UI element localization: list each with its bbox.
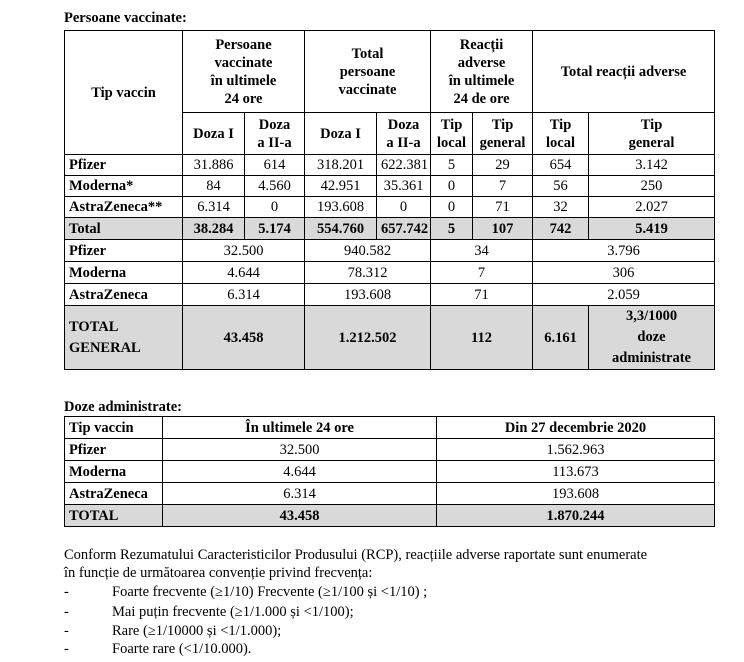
- list-item-text: Rare (≥1/10000 și <1/1.000);: [112, 623, 282, 639]
- cell: 2.059: [533, 284, 715, 306]
- header-vaccinated-24h: Persoane vaccinate în ultimele 24 ore: [183, 31, 305, 113]
- table-row: [65, 155, 715, 176]
- cell: 0: [431, 197, 473, 218]
- cell: 7: [473, 176, 533, 197]
- table-row: [65, 284, 715, 306]
- cell: 31.886: [183, 155, 245, 176]
- list-item-text: Foarte frecvente (≥1/10) Frecvente (≥1/100 și <1/10) ;: [112, 584, 428, 600]
- table-row: [65, 483, 715, 505]
- subheader-doza2: Doza a II-a: [377, 113, 431, 155]
- cell: 940.582: [305, 240, 431, 262]
- cell: 78.312: [305, 262, 431, 284]
- subheader-tip-general: Tip general: [473, 113, 533, 155]
- dash-bullet: -: [64, 623, 69, 639]
- cell: 2.027: [589, 197, 715, 218]
- row-label: Pfizer: [65, 240, 183, 262]
- row-label: AstraZeneca: [65, 483, 163, 505]
- paragraph-line: Conform Rezumatului Caracteristicilor Produsului (RCP), reacțiile adverse raportate sunt enumerate: [64, 547, 648, 563]
- list-item: [64, 622, 281, 640]
- cell: 29: [473, 155, 533, 176]
- cell: 112: [431, 306, 533, 370]
- dash-bullet: -: [64, 584, 69, 600]
- list-item: [64, 583, 427, 601]
- cell: 34: [431, 240, 533, 262]
- cell: 5: [431, 155, 473, 176]
- subheader-doza1: Doza I: [183, 113, 245, 155]
- list-item-text: Mai puțin frecvente (≥1/1.000 și <1/100);: [112, 604, 354, 620]
- header-tip-vaccin: Tip vaccin: [65, 31, 183, 155]
- cell: 113.673: [437, 461, 715, 483]
- cell: 0: [377, 197, 431, 218]
- cell: 193.608: [305, 284, 431, 306]
- cell: 5.174: [245, 218, 305, 240]
- cell: 1.870.244: [437, 505, 715, 527]
- doses-administered-table: [64, 416, 715, 527]
- row-label: Moderna: [65, 461, 163, 483]
- row-label: Pfizer: [65, 439, 163, 461]
- cell: 71: [431, 284, 533, 306]
- cell: 193.608: [437, 483, 715, 505]
- list-item: [64, 603, 354, 621]
- header-total-vaccinated: Total persoane vaccinate: [305, 31, 431, 113]
- cell: 5.419: [589, 218, 715, 240]
- cell: 32.500: [183, 240, 305, 262]
- cell: 4.644: [183, 262, 305, 284]
- cell: 32: [533, 197, 589, 218]
- row-label: AstraZeneca**: [65, 197, 183, 218]
- cell: 43.458: [183, 306, 305, 370]
- cell: 4.644: [163, 461, 437, 483]
- list-item: [64, 640, 251, 658]
- total-general-row: [65, 306, 715, 370]
- cell: 3.796: [533, 240, 715, 262]
- cell: 657.742: [377, 218, 431, 240]
- cell: 5: [431, 218, 473, 240]
- cell: 1.562.963: [437, 439, 715, 461]
- cell: 614: [245, 155, 305, 176]
- cell: 554.760: [305, 218, 377, 240]
- cell: 318.201: [305, 155, 377, 176]
- cell: 3.142: [589, 155, 715, 176]
- cell: 742: [533, 218, 589, 240]
- subheader-tip-local: Tip local: [533, 113, 589, 155]
- cell: 6.314: [183, 284, 305, 306]
- row-label: Moderna*: [65, 176, 183, 197]
- row-label: TOTAL GENERAL: [65, 306, 183, 370]
- header-total-reactions: Total reacții adverse: [533, 31, 715, 113]
- subheader-doza1: Doza I: [305, 113, 377, 155]
- subheader-tip-local: Tip local: [431, 113, 473, 155]
- header-tip-vaccin: Tip vaccin: [65, 417, 163, 439]
- cell: 6.161: [533, 306, 589, 370]
- cell: 306: [533, 262, 715, 284]
- table-row: [65, 197, 715, 218]
- cell: 84: [183, 176, 245, 197]
- subheader-tip-general: Tip general: [589, 113, 715, 155]
- cell: 35.361: [377, 176, 431, 197]
- row-label: TOTAL: [65, 505, 163, 527]
- table-row: [65, 461, 715, 483]
- total-row: [65, 218, 715, 240]
- cell: 107: [473, 218, 533, 240]
- dash-bullet: -: [64, 604, 69, 620]
- dash-bullet: -: [64, 641, 69, 657]
- cell: 43.458: [163, 505, 437, 527]
- list-item-text: Foarte rare (<1/10.000).: [112, 641, 252, 657]
- row-label: Total: [65, 218, 183, 240]
- header-since-date: Din 27 decembrie 2020: [437, 417, 715, 439]
- section-title-persoane-vaccinate: Persoane vaccinate:: [64, 10, 187, 26]
- cell: 42.951: [305, 176, 377, 197]
- cell: 38.284: [183, 218, 245, 240]
- cell: 622.381: [377, 155, 431, 176]
- row-label: AstraZeneca: [65, 284, 183, 306]
- cell: 71: [473, 197, 533, 218]
- cell: 4.560: [245, 176, 305, 197]
- cell: 7: [431, 262, 533, 284]
- row-label: Pfizer: [65, 155, 183, 176]
- row-label: Moderna: [65, 262, 183, 284]
- cell: 1.212.502: [305, 306, 431, 370]
- header-last-24h: În ultimele 24 ore: [163, 417, 437, 439]
- table-row: [65, 176, 715, 197]
- section-title-doze-administrate: Doze administrate:: [64, 399, 182, 415]
- total-row: [65, 505, 715, 527]
- cell: 56: [533, 176, 589, 197]
- paragraph-line: în funcție de următoarea convenție privind frecvența:: [64, 565, 373, 581]
- rcp-paragraph: [64, 546, 724, 582]
- cell: 0: [431, 176, 473, 197]
- cell: 3,3/1000 doze administrate: [589, 306, 715, 370]
- cell: 250: [589, 176, 715, 197]
- cell: 193.608: [305, 197, 377, 218]
- table-row: [65, 262, 715, 284]
- vaccinated-persons-table: [64, 30, 715, 370]
- subheader-doza2: Doza a II-a: [245, 113, 305, 155]
- cell: 654: [533, 155, 589, 176]
- cell: 6.314: [163, 483, 437, 505]
- cell: 32.500: [163, 439, 437, 461]
- table-row: [65, 240, 715, 262]
- cell: 6.314: [183, 197, 245, 218]
- table-row: [65, 439, 715, 461]
- cell: 0: [245, 197, 305, 218]
- header-reactions-24h: Reacții adverse în ultimele 24 de ore: [431, 31, 533, 113]
